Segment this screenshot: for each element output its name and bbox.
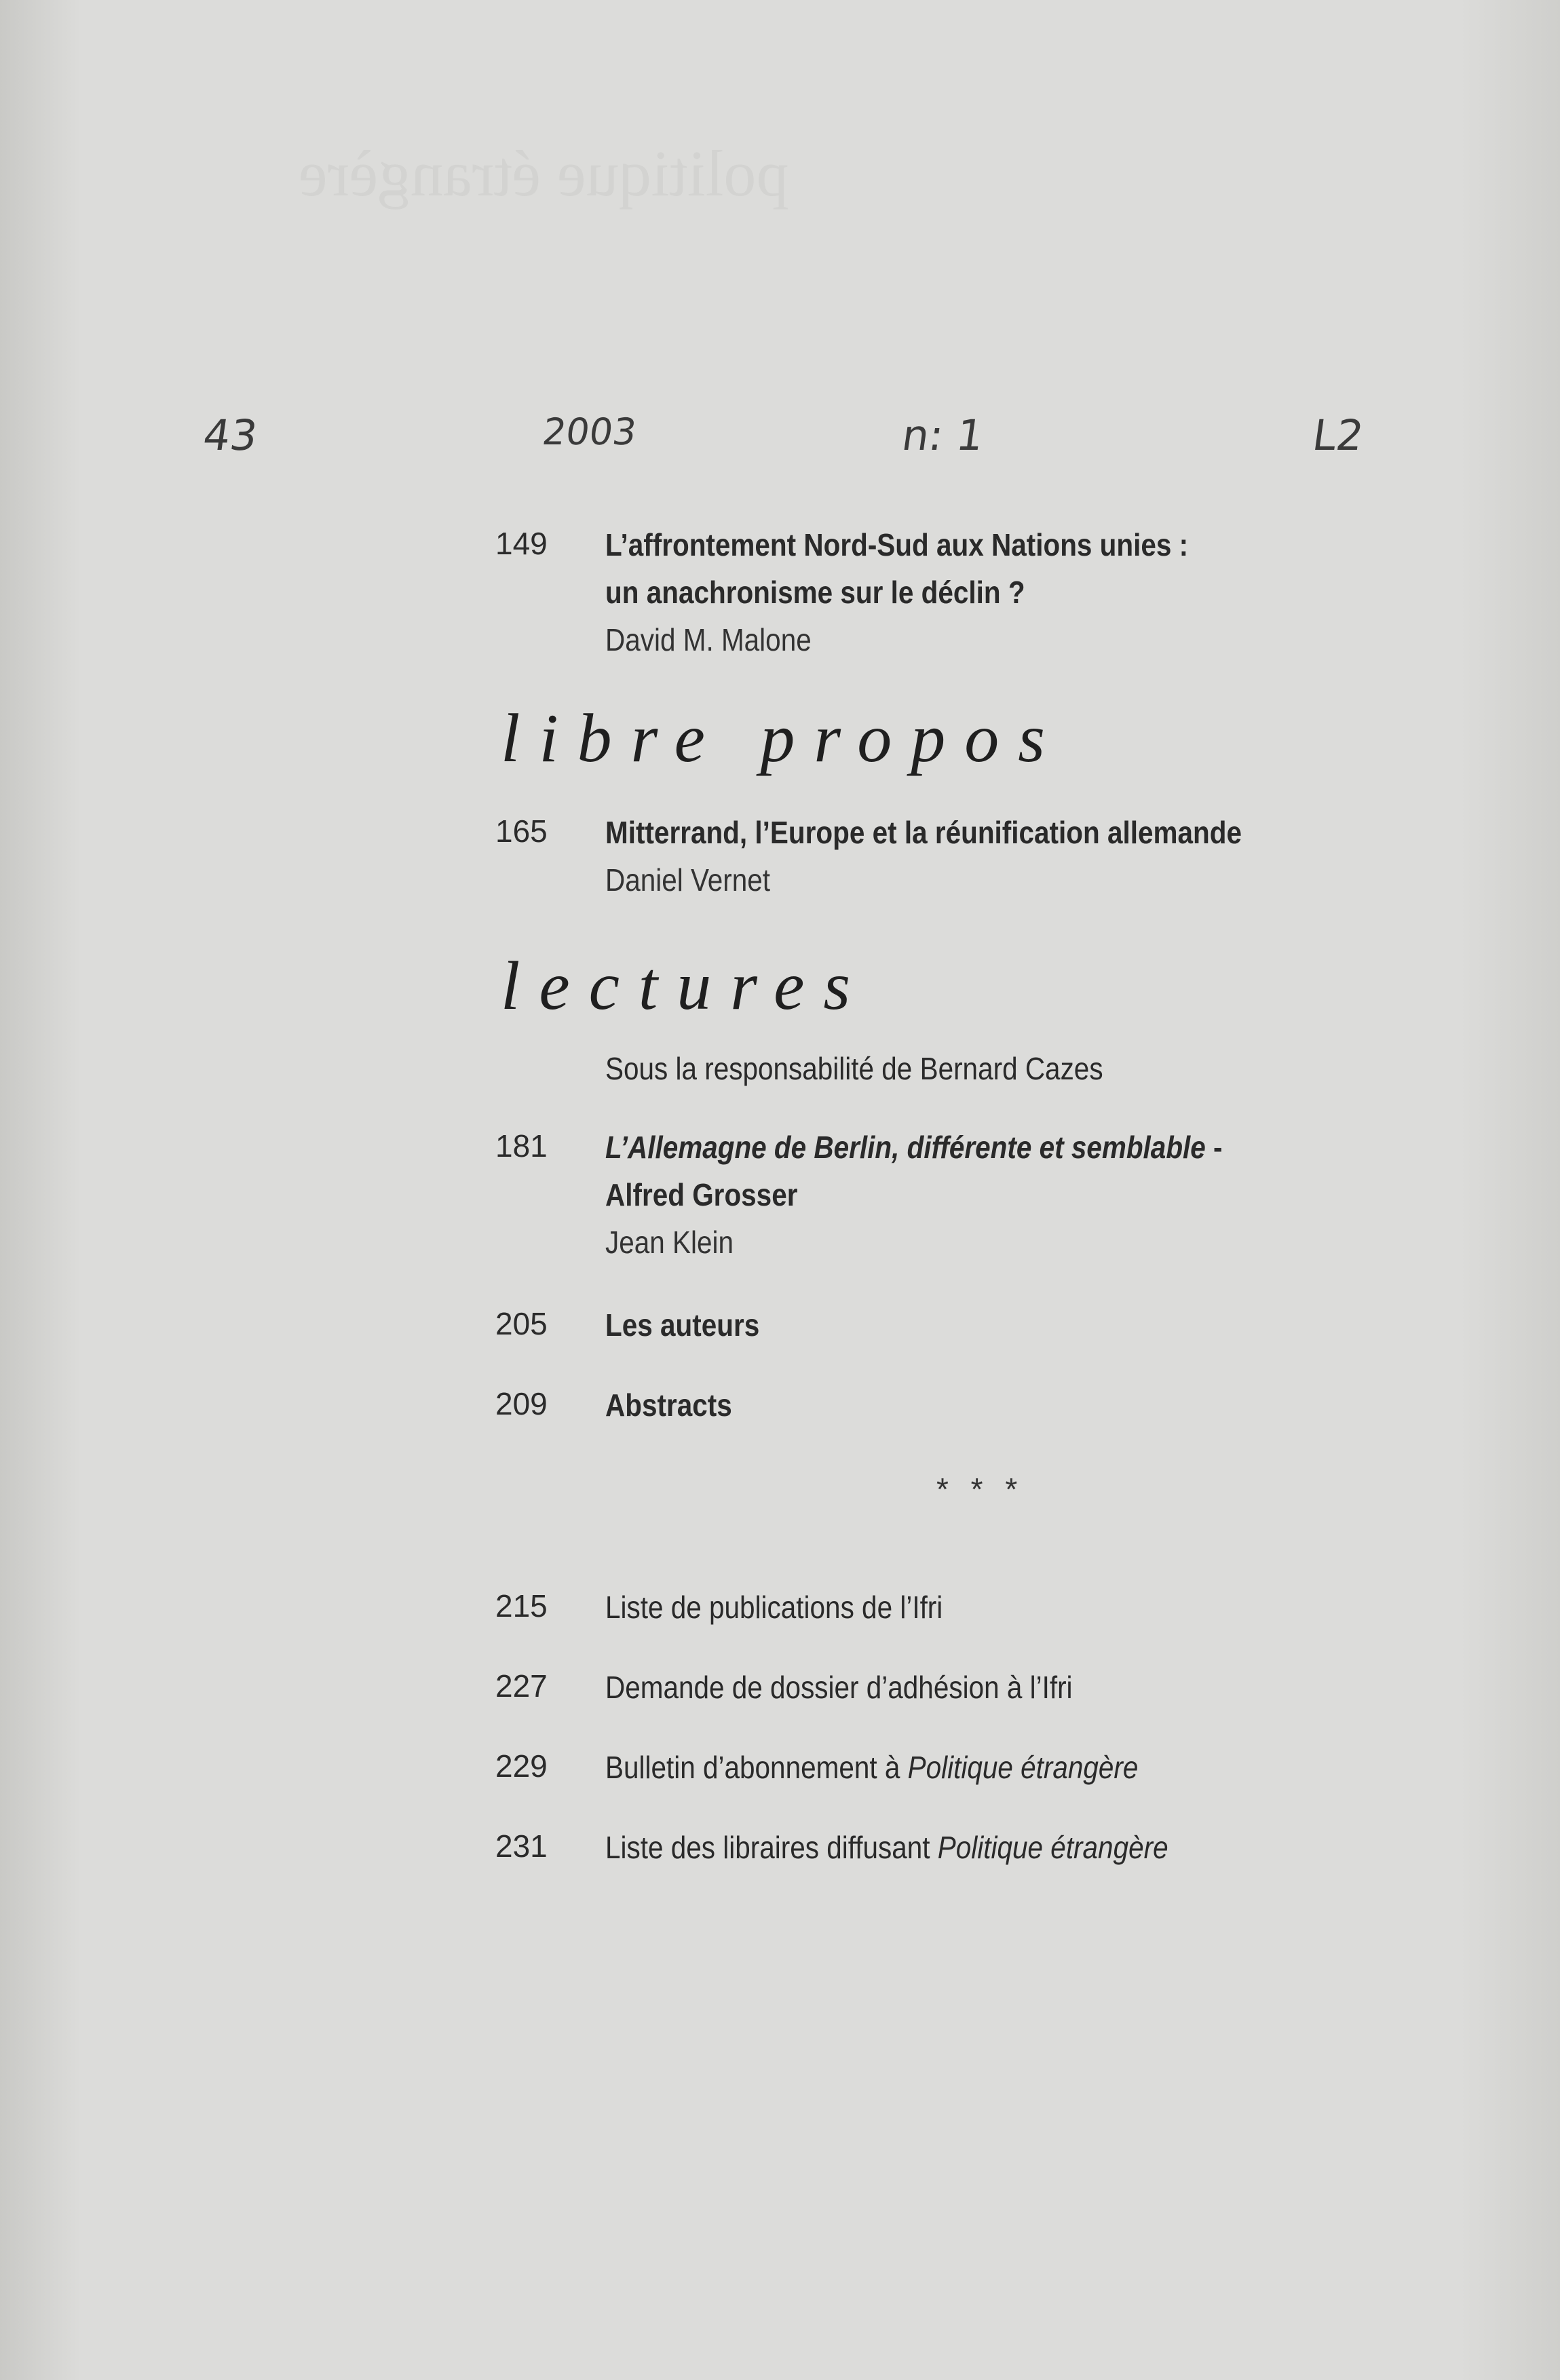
page-number: 181	[495, 1128, 548, 1164]
lectures-intro-text: Sous la responsabilité de Bernard Cazes	[605, 1051, 1103, 1086]
entry-title-italic: L’Allemagne de Berlin, différente et semblable	[605, 1130, 1206, 1165]
entry-title-line2: Alfred Grosser	[605, 1177, 798, 1212]
entry-text: Liste de publications de l’Ifri	[605, 1590, 943, 1625]
bleed-through-text: politique étrangère	[299, 137, 789, 210]
lectures-intro	[495, 1045, 1424, 1092]
entry-text: Liste des libraires diffusant	[605, 1830, 938, 1865]
toc-entry-181	[495, 1124, 1424, 1273]
entry-title: Les auteurs	[605, 1307, 760, 1343]
page-number: 231	[495, 1828, 548, 1864]
page-number: 227	[495, 1668, 548, 1704]
toc-entry-205	[495, 1301, 1424, 1349]
entry-author: Daniel Vernet	[605, 862, 771, 898]
entry-text-italic: Politique étrangère	[937, 1830, 1168, 1865]
toc-entry-227	[495, 1664, 1424, 1711]
entry-title: Abstracts	[605, 1387, 732, 1423]
section-heading-libre-propos: libre propos	[501, 700, 1064, 777]
entry-text: Demande de dossier d’adhésion à l’Ifri	[605, 1670, 1073, 1705]
toc-entry-231	[495, 1824, 1424, 1871]
toc-entry-209	[495, 1381, 1424, 1429]
entry-text: Bulletin d’abonnement à	[605, 1750, 908, 1785]
entry-author: Jean Klein	[605, 1225, 734, 1260]
page-number: 209	[495, 1386, 548, 1421]
toc-entry-229	[495, 1744, 1424, 1791]
toc-entry-149	[495, 521, 1424, 670]
handwritten-year: 2003	[539, 410, 639, 453]
handwritten-volume: 43	[199, 410, 261, 460]
toc-entry-165	[495, 809, 1424, 910]
separator-stars: * * *	[936, 1472, 1025, 1507]
entry-text-italic: Politique étrangère	[907, 1750, 1139, 1785]
section-heading-lectures: lectures	[501, 948, 870, 1024]
page-number: 205	[495, 1306, 548, 1341]
entry-title-line2: un anachronisme sur le déclin ?	[605, 575, 1025, 610]
entry-author: David M. Malone	[605, 622, 812, 657]
entry-title-dash: -	[1205, 1130, 1223, 1165]
page-number: 149	[495, 526, 548, 561]
page-number: 229	[495, 1748, 548, 1784]
entry-title-line1: L’affrontement Nord-Sud aux Nations unies :	[605, 527, 1189, 562]
page-number: 165	[495, 813, 548, 849]
page-number: 215	[495, 1588, 548, 1624]
handwritten-ref: L2	[1309, 410, 1367, 460]
handwritten-issue: n: 1	[898, 410, 987, 460]
toc-entry-215	[495, 1584, 1424, 1631]
entry-title: Mitterrand, l’Europe et la réunification allemande	[605, 815, 1242, 850]
